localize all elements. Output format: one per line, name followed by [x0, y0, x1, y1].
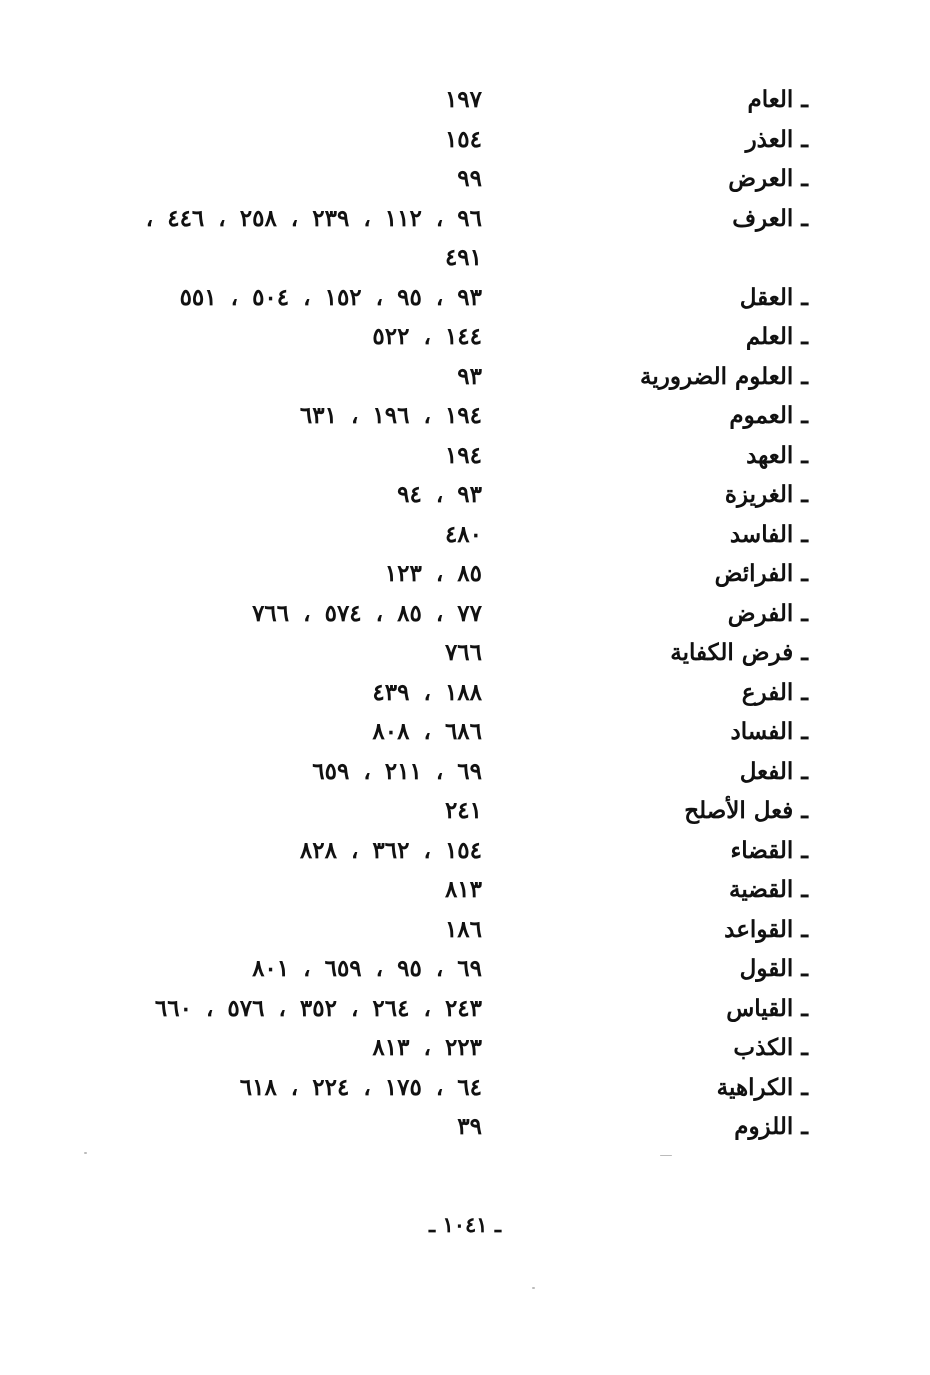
index-pages: ٦٤ ، ١٧٥ ، ٢٢٤ ، ٦١٨ — [239, 1073, 482, 1101]
index-term: ـ العموم — [729, 402, 808, 429]
scan-speck — [532, 1287, 535, 1289]
index-entry — [0, 513, 930, 553]
index-entry — [0, 78, 930, 118]
page-number: ـ ١٠٤١ ـ — [428, 1212, 502, 1237]
index-pages: ١٥٤ — [444, 125, 482, 153]
index-term: ـ الفرائض — [714, 560, 808, 587]
index-term: ـ القضية — [729, 876, 808, 903]
index-pages: ٧٧ ، ٨٥ ، ٥٧٤ ، ٧٦٦ — [252, 599, 482, 627]
index-entry — [0, 829, 930, 869]
index-entry — [0, 197, 930, 237]
index-entry — [0, 987, 930, 1027]
index-list — [0, 78, 930, 1145]
index-pages: ٢٤١ — [444, 797, 482, 824]
index-pages: ٩٣ ، ٩٥ ، ١٥٢ ، ٥٠٤ ، ٥٥١ — [179, 283, 482, 311]
index-pages: ٦٩ ، ٢١١ ، ٦٥٩ — [312, 757, 482, 785]
index-term: ـ الفساد — [730, 718, 808, 745]
index-term: ـ الكذب — [733, 1034, 808, 1061]
index-term: ـ الكراهية — [716, 1073, 808, 1101]
index-entry — [0, 434, 930, 474]
index-pages: ٢٤٣ ، ٢٦٤ ، ٣٥٢ ، ٥٧٦ ، ٦٦٠ — [154, 994, 482, 1022]
index-term: ـ الفاسد — [729, 520, 808, 548]
index-pages: ٤٩١ — [444, 244, 482, 271]
index-term: ـ فرض الكفاية — [670, 639, 808, 666]
index-term: ـ الفرع — [741, 678, 808, 706]
scan-speck — [660, 1155, 672, 1156]
index-term: ـ الفرض — [727, 599, 808, 627]
index-pages: ٨١٣ — [444, 876, 482, 903]
index-term: ـ العلم — [745, 323, 808, 350]
index-entry — [0, 1066, 930, 1106]
index-pages: ٦٨٦ ، ٨٠٨ — [372, 718, 482, 745]
index-entry — [0, 355, 930, 395]
index-pages: ١٩٤ ، ١٩٦ ، ٦٣١ — [299, 402, 482, 429]
index-pages: ٨٥ ، ١٢٣ — [384, 560, 482, 587]
index-term: ـ فعل الأصلح — [684, 797, 808, 824]
index-entry — [0, 315, 930, 355]
index-entry — [0, 276, 930, 316]
index-entry — [0, 908, 930, 948]
index-term: ـ العقل — [739, 283, 808, 311]
index-entry — [0, 1105, 930, 1145]
index-entry — [0, 631, 930, 671]
index-entry — [0, 118, 930, 158]
index-pages: ٧٦٦ — [444, 639, 482, 666]
index-term: ـ العام — [747, 86, 808, 113]
index-term: ـ القول — [739, 955, 808, 982]
index-pages: ١٤٤ ، ٥٢٢ — [372, 323, 482, 350]
index-pages: ٩٩ — [457, 165, 482, 192]
index-term: ـ القياس — [726, 994, 808, 1022]
index-term: ـ الغريزة — [724, 481, 808, 508]
index-term: ـ القواعد — [724, 915, 808, 943]
index-entry — [0, 947, 930, 987]
index-pages: ٢٢٣ ، ٨١٣ — [372, 1034, 482, 1061]
index-entry — [0, 552, 930, 592]
index-entry — [0, 473, 930, 513]
index-pages: ١٩٧ — [444, 86, 482, 113]
index-pages: ٩٦ ، ١١٢ ، ٢٣٩ ، ٢٥٨ ، ٤٤٦ ، — [145, 204, 482, 232]
index-entry — [0, 592, 930, 632]
index-entry — [0, 868, 930, 908]
index-pages: ٩٣ — [457, 362, 482, 390]
index-pages: ٤٨٠ — [444, 520, 482, 548]
scan-speck — [84, 1152, 87, 1154]
index-entry — [0, 710, 930, 750]
index-pages: ١٥٤ ، ٣٦٢ ، ٨٢٨ — [299, 836, 482, 864]
index-entry — [0, 750, 930, 790]
index-entry — [0, 236, 930, 276]
index-entry — [0, 789, 930, 829]
index-entry — [0, 394, 930, 434]
index-term: ـ القضاء — [730, 836, 808, 864]
index-term: ـ الفعل — [739, 757, 808, 785]
index-entry — [0, 1026, 930, 1066]
index-term: ـ العرف — [732, 204, 808, 232]
index-term: ـ اللزوم — [734, 1113, 808, 1140]
index-term: ـ العرض — [728, 165, 808, 192]
index-term: ـ العلوم الضرورية — [640, 362, 808, 390]
index-entry — [0, 671, 930, 711]
index-term: ـ العذر — [745, 125, 808, 153]
index-term: ـ العهد — [746, 441, 808, 469]
index-pages: ١٩٤ — [444, 441, 482, 469]
index-pages: ٦٩ ، ٩٥ ، ٦٥٩ ، ٨٠١ — [252, 955, 482, 982]
index-pages: ٣٩ — [457, 1113, 482, 1140]
index-pages: ١٨٨ ، ٤٣٩ — [372, 678, 482, 706]
index-pages: ١٨٦ — [444, 915, 482, 943]
index-pages: ٩٣ ، ٩٤ — [397, 481, 482, 508]
index-entry — [0, 157, 930, 197]
